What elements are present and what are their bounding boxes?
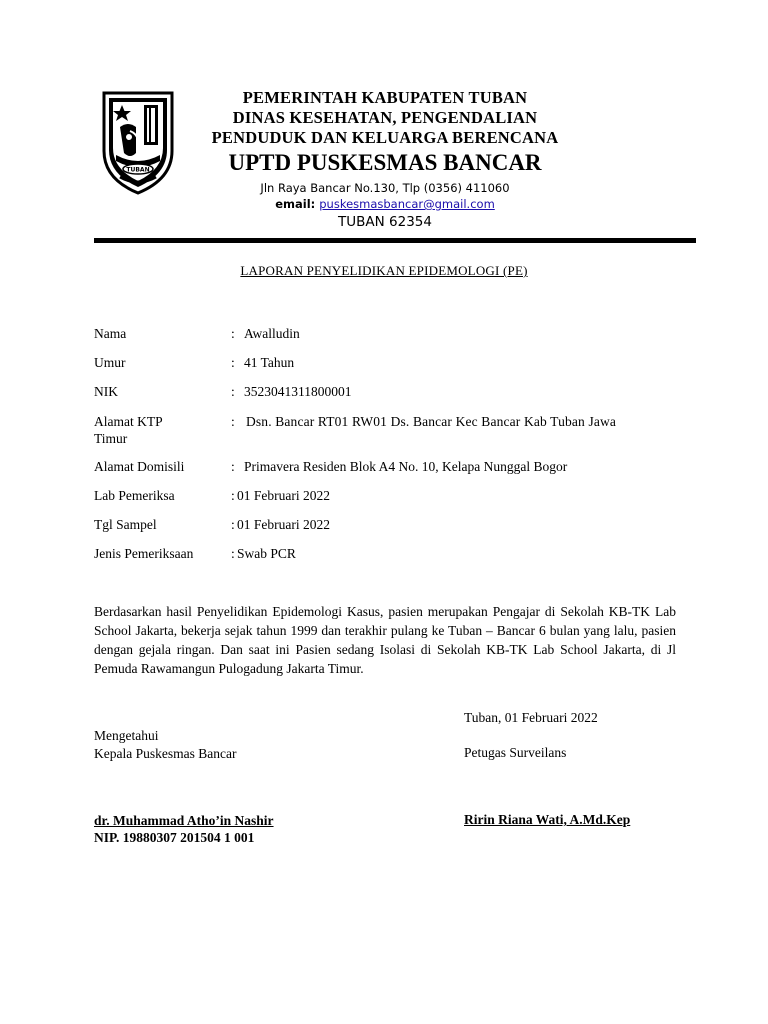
letterhead-line2: DINAS KESEHATAN, PENGENDALIAN — [232, 108, 538, 127]
officer-name: Ririn Riana Wati, A.Md.Kep — [464, 812, 631, 827]
field-value: Swab PCR — [237, 546, 296, 561]
letterhead-line1: PEMERINTAH KABUPATEN TUBAN — [242, 88, 528, 107]
field-label: Nama — [94, 326, 127, 341]
field-label: NIK — [94, 384, 118, 399]
officer-title: Petugas Surveilans — [464, 745, 567, 760]
field-label: Lab Pemeriksa — [94, 488, 175, 503]
head-signature-block — [94, 812, 274, 846]
letterhead — [180, 88, 590, 232]
field-value: 01 Februari 2022 — [237, 517, 330, 532]
head-title: Kepala Puskesmas Bancar — [94, 746, 237, 761]
field-value: 3523041311800001 — [244, 384, 352, 399]
field-colon: : — [231, 517, 235, 532]
head-nip: NIP. 19880307 201504 1 001 — [94, 830, 255, 845]
field-colon: : — [231, 414, 235, 429]
letterhead-institution: UPTD PUSKESMAS BANCAR — [228, 150, 542, 175]
field-value-continuation: Timur — [94, 431, 128, 446]
report-title: LAPORAN PENYELIDIKAN EPIDEMOLOGI (PE) — [240, 263, 528, 278]
email-label: email: — [275, 197, 320, 211]
field-colon: : — [231, 326, 235, 341]
letterhead-email-line — [180, 196, 590, 212]
acknowledged-label: Mengetahui — [94, 728, 159, 743]
field-value: 01 Februari 2022 — [237, 488, 330, 503]
field-label: Alamat KTP — [94, 414, 163, 429]
field-colon: : — [231, 546, 235, 561]
letterhead-divider — [94, 238, 696, 243]
signature-date: Tuban, 01 Februari 2022 — [464, 710, 598, 725]
field-colon: : — [231, 459, 235, 474]
field-value: Primavera Residen Blok A4 No. 10, Kelapa Nunggal Bogor — [244, 459, 568, 474]
field-colon: : — [231, 355, 235, 370]
field-colon: : — [231, 384, 235, 399]
field-colon: : — [231, 488, 235, 503]
letterhead-line3: PENDUDUK DAN KELUARGA BERENCANA — [211, 128, 559, 147]
field-label: Alamat Domisili — [94, 459, 185, 474]
letterhead-address: Jln Raya Bancar No.130, Tlp (0356) 411060 — [260, 181, 510, 195]
findings-paragraph: Berdasarkan hasil Penyelidikan Epidemologi Kasus, pasien merupakan Pengajar di Sekolah KB-TK Lab School Jakarta, bekerja sejak tahun 1999 dan terakhir pulang ke Tuban – Bancar 6 bulan yang lalu, pasien dengan gejala ringan. Dan saat ini Pasien sedang Isolasi di Sekolah KB-TK Lab School Jakarta, di Jl Pemuda Rawamangun Pulogadung Jakarta Timur. — [94, 604, 676, 676]
signature-left-header — [94, 727, 236, 763]
field-value: 41 Tahun — [244, 355, 295, 370]
tuban-emblem-logo — [100, 91, 176, 195]
email-link[interactable]: puskesmasbancar@gmail.com — [319, 197, 495, 211]
field-value: Awalludin — [244, 326, 300, 341]
letterhead-city: TUBAN 62354 — [338, 214, 432, 230]
head-name: dr. Muhammad Atho’in Nashir — [94, 813, 274, 828]
logo-text: TUBAN — [126, 166, 150, 174]
field-label: Tgl Sampel — [94, 517, 157, 532]
field-label: Jenis Pemeriksaan — [94, 546, 194, 561]
field-value: Dsn. Bancar RT01 RW01 Ds. Bancar Kec Bancar Kab Tuban Jawa — [246, 414, 617, 429]
field-label: Umur — [94, 355, 126, 370]
